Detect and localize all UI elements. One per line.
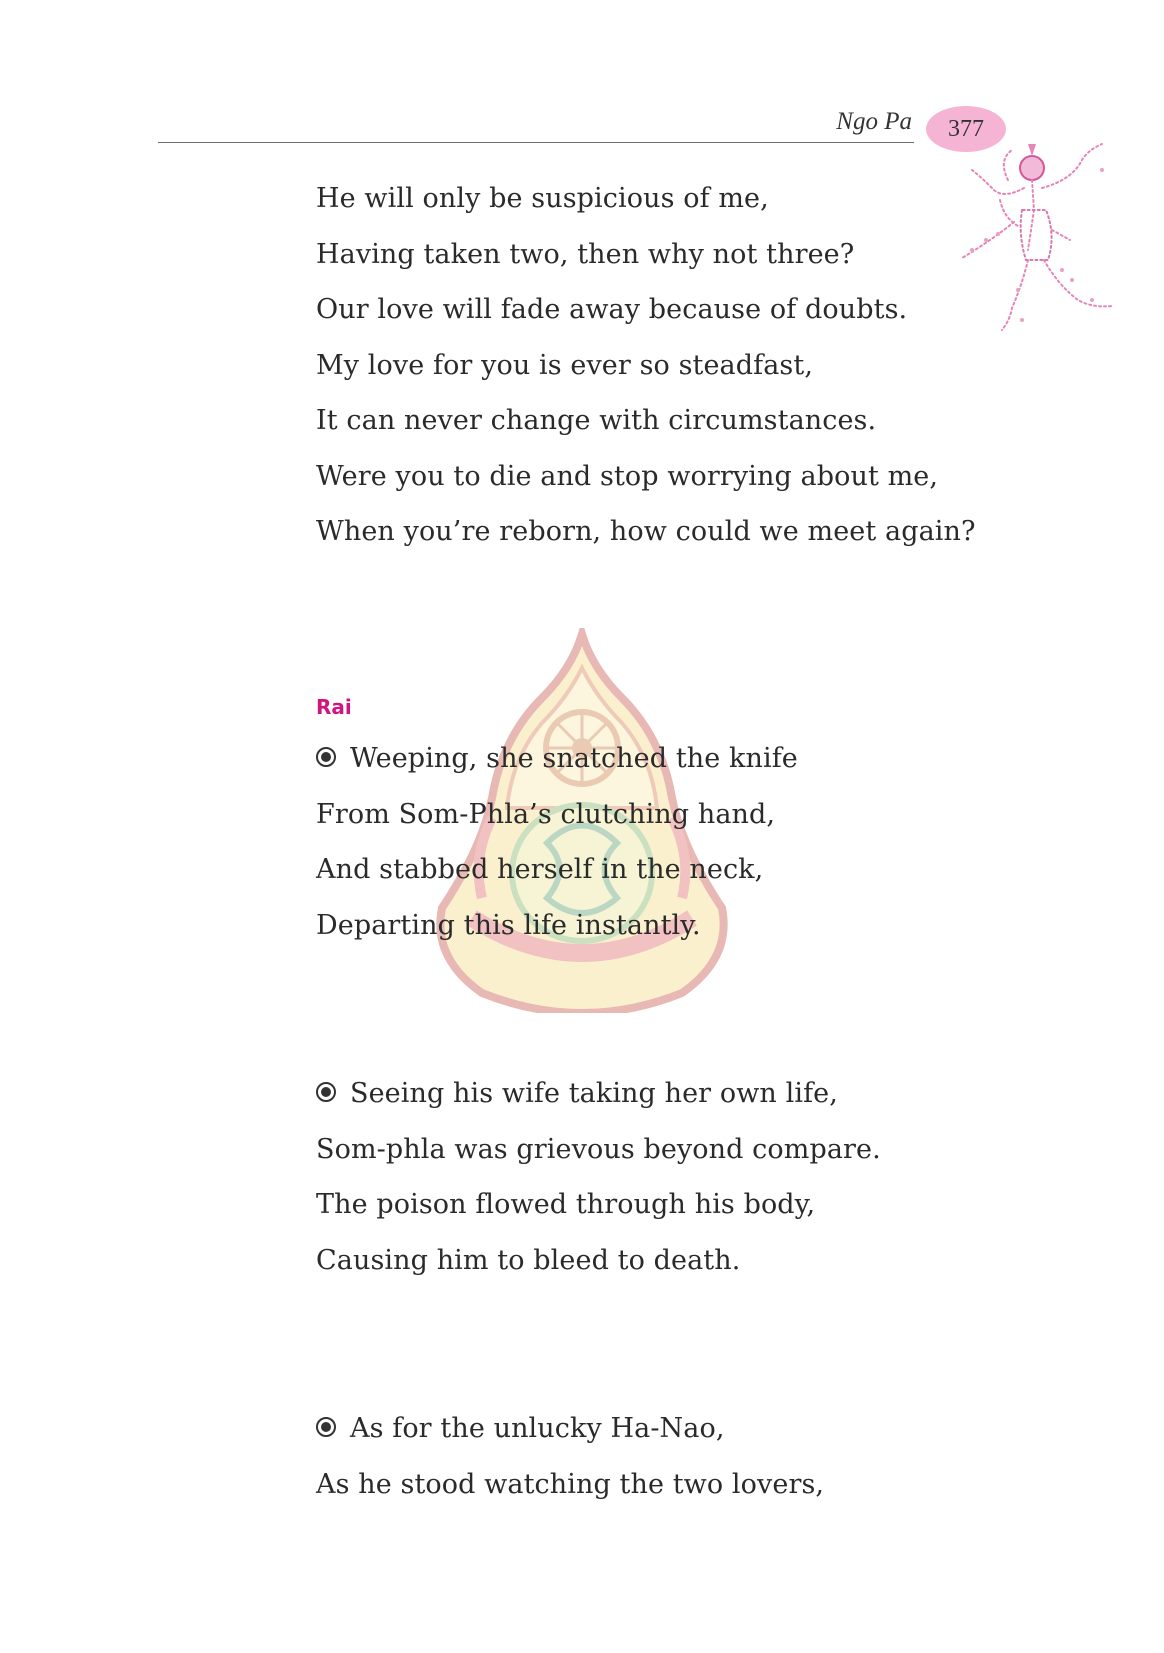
verse-line-first: [316, 1066, 881, 1122]
stanza-4: [316, 1401, 824, 1512]
verse-line: Som-phla was grievous beyond compare.: [316, 1133, 881, 1165]
verse-line: Having taken two, then why not three?: [316, 238, 855, 270]
stanza-2: [316, 731, 798, 953]
verse-line-text: Seeing his wife taking her own life,: [350, 1078, 838, 1109]
dancer-illustration-icon: [952, 140, 1124, 350]
verse-line: When you’re reborn, how could we meet again?: [316, 516, 976, 547]
running-title: Ngo Pa: [836, 108, 912, 135]
verse-line-first: [316, 1401, 824, 1457]
verse-line-first: [316, 731, 798, 787]
verse-line: My love for you is ever so steadfast,: [316, 349, 814, 381]
stanza-1: [316, 171, 976, 560]
stanza-3: [316, 1066, 881, 1288]
verse-line: Departing this life instantly.: [316, 909, 701, 941]
verse-line: And stabbed herself in the neck,: [316, 854, 764, 885]
header-rule: [158, 142, 914, 143]
page-number: 377: [948, 115, 984, 142]
bullet-icon: [316, 747, 336, 767]
verse-line: Were you to die and stop worrying about me,: [316, 460, 939, 492]
verse-line: It can never change with circumstances.: [316, 405, 877, 436]
verse-line: He will only be suspicious of me,: [316, 183, 769, 214]
verse-line: As he stood watching the two lovers,: [316, 1468, 825, 1500]
verse-line-text: Weeping, she snatched the knife: [350, 743, 798, 774]
verse-line: The poison flowed through his body,: [316, 1189, 816, 1220]
verse-line: From Som-Phla’s clutching hand,: [316, 798, 776, 830]
bullet-icon: [316, 1417, 336, 1437]
verse-line-text: As for the unlucky Ha-Nao,: [350, 1413, 725, 1444]
section-label: Rai: [316, 695, 352, 719]
verse-line: Our love will fade away because of doubts.: [316, 294, 908, 325]
bullet-icon: [316, 1082, 336, 1102]
verse-line: Causing him to bleed to death.: [316, 1244, 741, 1276]
